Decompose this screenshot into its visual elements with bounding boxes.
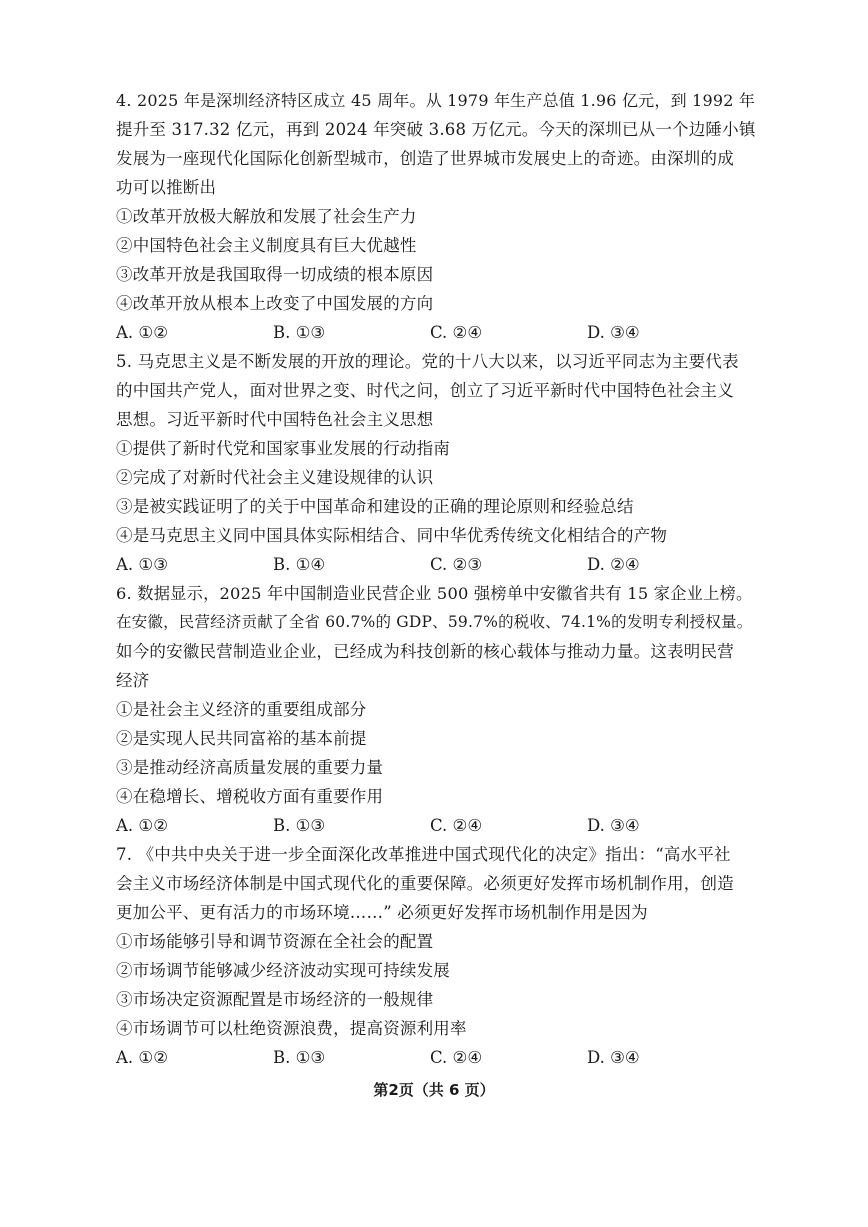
answer-option-d: D. ②④ xyxy=(587,555,640,574)
answer-option-c: C. ②④ xyxy=(430,323,483,342)
answer-option-d: D. ③④ xyxy=(587,1048,640,1067)
question-stem-line: 会主义市场经济体制是中国式现代化的重要保障。必须更好发挥市场机制作用，创造 xyxy=(116,874,734,893)
answer-option-a: A. ①③ xyxy=(116,555,168,574)
question-stem-line: 的中国共产党人，面对世界之变、时代之问，创立了习近平新时代中国特色社会主义 xyxy=(116,381,734,400)
answer-options xyxy=(116,550,756,579)
statement-item: ②是实现人民共同富裕的基本前提 xyxy=(116,729,367,748)
statement-item: ③市场决定资源配置是市场经济的一般规律 xyxy=(116,990,434,1009)
statement-item: ④改革开放从根本上改变了中国发展的方向 xyxy=(116,294,434,313)
question-list xyxy=(116,86,756,1072)
answer-option-b: B. ①③ xyxy=(273,816,326,835)
answer-options xyxy=(116,318,756,347)
answer-option-b: B. ①④ xyxy=(273,555,326,574)
question-stem-line: 5. 马克思主义是不断发展的开放的理论。党的十八大以来，以习近平同志为主要代表 xyxy=(116,352,739,371)
statement-item: ①改革开放极大解放和发展了社会生产力 xyxy=(116,207,417,226)
question-stem-line: 在安徽，民营经济贡献了全省 60.7%的 GDP、59.7%的税收、74.1%的发明专利授权量。 xyxy=(116,613,753,631)
answer-option-c: C. ②③ xyxy=(430,555,483,574)
statement-item: ①市场能够引导和调节资源在全社会的配置 xyxy=(116,932,434,951)
answer-option-a: A. ①② xyxy=(116,816,168,835)
page-footer: 第2页（共 6 页） xyxy=(373,1081,495,1099)
answer-options xyxy=(116,811,756,840)
statement-item: ③是被实践证明了的关于中国革命和建设的正确的理论原则和经验总结 xyxy=(116,497,634,516)
question-stem-line: 如今的安徽民营制造业企业，已经成为科技创新的核心载体与推动力量。这表明民营 xyxy=(116,642,734,661)
question-5 xyxy=(116,347,756,579)
question-stem-line: 更加公平、更有活力的市场环境……” 必须更好发挥市场机制作用是因为 xyxy=(116,903,648,922)
statement-item: ④市场调节可以杜绝资源浪费，提高资源利用率 xyxy=(116,1019,467,1038)
question-7 xyxy=(116,840,756,1072)
answer-option-d: D. ③④ xyxy=(587,816,640,835)
answer-options xyxy=(116,1043,756,1072)
answer-option-b: B. ①③ xyxy=(273,323,326,342)
answer-option-c: C. ②④ xyxy=(430,1048,483,1067)
statement-item: ④是马克思主义同中国具体实际相结合、同中华优秀传统文化相结合的产物 xyxy=(116,526,668,545)
answer-option-a: A. ①② xyxy=(116,1048,168,1067)
question-stem-line: 7. 《中共中央关于进一步全面深化改革推进中国式现代化的决定》指出：“高水平社 xyxy=(116,845,731,864)
question-4 xyxy=(116,86,756,347)
statement-item: ②市场调节能够减少经济波动实现可持续发展 xyxy=(116,961,450,980)
answer-option-c: C. ②④ xyxy=(430,816,483,835)
question-stem-line: 经济 xyxy=(116,671,150,690)
statement-item: ①提供了新时代党和国家事业发展的行动指南 xyxy=(116,439,450,458)
statement-item: ②中国特色社会主义制度具有巨大优越性 xyxy=(116,236,417,255)
question-stem-line: 发展为一座现代化国际化创新型城市，创造了世界城市发展史上的奇迹。由深圳的成 xyxy=(116,149,734,168)
question-6 xyxy=(116,579,756,840)
statement-item: ①是社会主义经济的重要组成部分 xyxy=(116,700,367,719)
statement-item: ③改革开放是我国取得一切成绩的根本原因 xyxy=(116,265,434,284)
question-stem-line: 思想。习近平新时代中国特色社会主义思想 xyxy=(116,410,434,429)
answer-option-a: A. ①② xyxy=(116,323,168,342)
statement-item: ②完成了对新时代社会主义建设规律的认识 xyxy=(116,468,434,487)
statement-item: ④在稳增长、增税收方面有重要作用 xyxy=(116,787,384,806)
question-stem-line: 4. 2025 年是深圳经济特区成立 45 周年。从 1979 年生产总值 1.96 亿元，到 1992 年 xyxy=(116,91,756,110)
answer-option-b: B. ①③ xyxy=(273,1048,326,1067)
question-stem-line: 提升至 317.32 亿元，再到 2024 年突破 3.68 万亿元。今天的深圳已从一个边陲小镇 xyxy=(116,120,756,139)
statement-item: ③是推动经济高质量发展的重要力量 xyxy=(116,758,384,777)
answer-option-d: D. ③④ xyxy=(587,323,640,342)
question-stem-line: 6. 数据显示，2025 年中国制造业民营企业 500 强榜单中安徽省共有 15 家企业上榜。 xyxy=(116,584,753,603)
question-stem-line: 功可以推断出 xyxy=(116,178,217,197)
